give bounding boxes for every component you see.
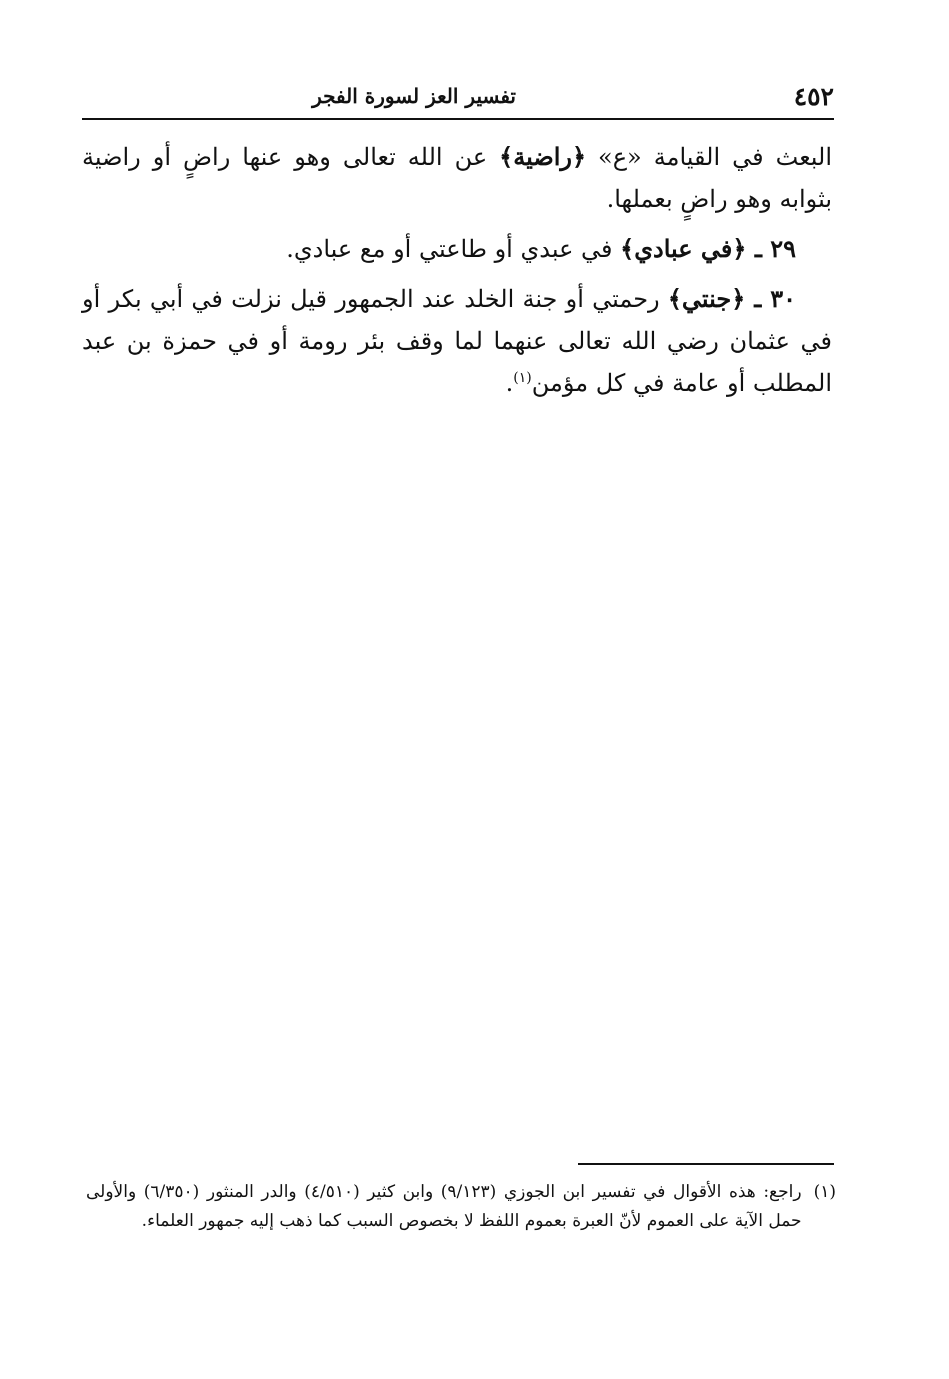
p1-text-end: عن الله تعالى وهو عنها راضٍ أو راضية بثوابه وهو راضٍ بعملها. <box>82 143 832 213</box>
verse-30-quran-word: ﴿جنتي﴾ <box>667 284 746 313</box>
main-text <box>82 136 832 412</box>
page-header <box>82 78 834 114</box>
p1-text-start: البعث في القيامة «ع» <box>586 143 832 171</box>
verse-29-text: في عبدي أو طاعتي أو مع عبادي. <box>286 235 621 263</box>
header-divider <box>82 118 834 120</box>
footnote-divider <box>578 1163 834 1165</box>
running-title: تفسير العز لسورة الفجر <box>312 84 516 108</box>
verse-30-text: رحمتي أو جنة الخلد عند الجمهور قيل نزلت في أبي بكر أو في عثمان رضي الله تعالى عنهما لما وقف بئر رومة أو في حمزة بن عبد المطلب أو عامة في كل مؤمن <box>82 285 832 397</box>
footnote-marker: (١) <box>813 1182 836 1202</box>
verse-29-commentary <box>82 228 832 270</box>
verse-29-quran-word: ﴿في عبادي﴾ <box>620 234 747 263</box>
paragraph-continuation <box>82 136 832 220</box>
footnote-reference[interactable]: (١) <box>513 370 532 386</box>
footnotes <box>86 1178 836 1236</box>
footnote-text: راجع: هذه الأقوال في تفسير ابن الجوزي (٩/١٢٣) وابن كثير (٤/٥١٠) والدر المنثور (٦/٣٥٠) والأولى حمل الآية على العموم لأنّ العبرة بعموم اللفظ لا بخصوص السبب كما ذهب إليه جمهور العلماء. <box>86 1182 802 1231</box>
verse-30-commentary <box>82 278 832 404</box>
footnote-1 <box>86 1178 836 1236</box>
verse-30-end: . <box>505 369 514 397</box>
verse-number-30: ٣٠ ـ <box>745 284 796 313</box>
verse-number-29: ٢٩ ـ <box>746 234 796 263</box>
p1-quran-word: ﴿راضية﴾ <box>499 142 587 171</box>
page-number: ٤٥٢ <box>793 82 834 111</box>
